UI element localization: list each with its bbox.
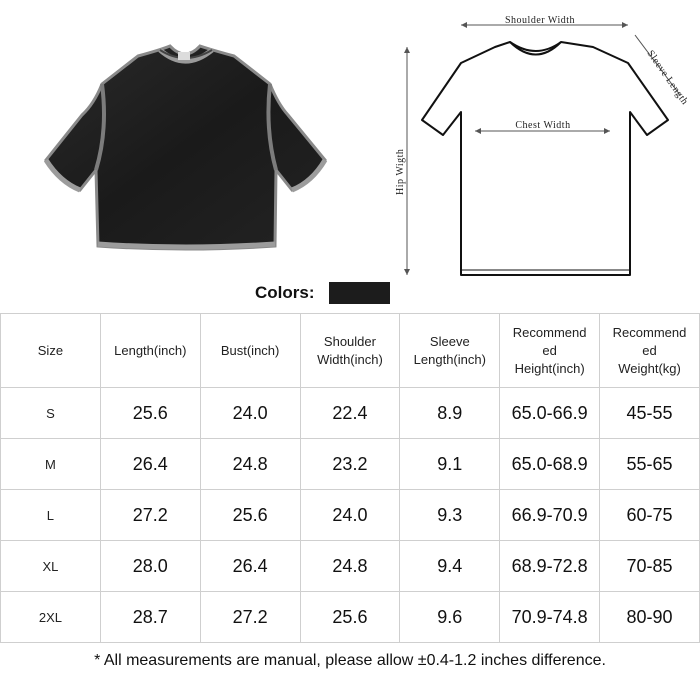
table-cell: 24.0	[200, 388, 300, 439]
column-header-line: Recommend	[512, 324, 587, 340]
table-cell: 66.9-70.9	[500, 490, 600, 541]
table-cell: 9.1	[400, 439, 500, 490]
shoulder-width-label: Shoulder Width	[504, 15, 576, 26]
hip-width-label: Hip Wigth	[395, 148, 406, 195]
size-chart-table	[0, 313, 700, 643]
column-header	[600, 314, 700, 388]
table-row	[1, 541, 700, 592]
colors-row	[255, 279, 390, 307]
table-cell: 25.6	[300, 592, 400, 643]
column-header	[1, 314, 101, 388]
column-header-line: Height(inch)	[514, 360, 585, 376]
table-cell: 65.0-66.9	[500, 388, 600, 439]
table-cell: 70-85	[600, 541, 700, 592]
size-cell: XL	[1, 541, 101, 592]
table-cell: 28.0	[100, 541, 200, 592]
table-cell: 70.9-74.8	[500, 592, 600, 643]
column-header	[300, 314, 400, 388]
table-cell: 24.8	[200, 439, 300, 490]
table-cell: 28.7	[100, 592, 200, 643]
tshirt-product-photo	[20, 20, 350, 270]
table-cell: 23.2	[300, 439, 400, 490]
table-cell: 80-90	[600, 592, 700, 643]
table-cell: 60-75	[600, 490, 700, 541]
table-cell: 22.4	[300, 388, 400, 439]
color-swatch-black[interactable]	[329, 282, 390, 304]
column-header-line: Width(inch)	[317, 351, 383, 367]
table-cell: 27.2	[100, 490, 200, 541]
column-header-line: Sleeve	[429, 333, 470, 349]
column-header	[200, 314, 300, 388]
table-cell: 26.4	[100, 439, 200, 490]
size-cell: L	[1, 490, 101, 541]
table-cell: 26.4	[200, 541, 300, 592]
column-header-line: Length(inch)	[413, 351, 486, 367]
column-header-line: Length(inch)	[114, 342, 187, 358]
table-cell: 24.0	[300, 490, 400, 541]
header-row	[1, 314, 700, 388]
size-cell: M	[1, 439, 101, 490]
table-cell: 9.4	[400, 541, 500, 592]
column-header	[100, 314, 200, 388]
chest-width-label: Chest Width	[515, 120, 571, 131]
measurement-footnote: * All measurements are manual, please allow ±0.4-1.2 inches difference.	[94, 652, 606, 669]
column-header-line: Size	[37, 342, 64, 358]
table-cell: 24.8	[300, 541, 400, 592]
column-header-line: Recommend	[612, 324, 687, 340]
table-row	[1, 490, 700, 541]
column-header-line: Weight(kg)	[618, 360, 681, 376]
column-header-line: ed	[542, 342, 557, 358]
column-header-line: ed	[642, 342, 657, 358]
column-header-line: Shoulder	[323, 333, 376, 349]
table-row	[1, 388, 700, 439]
measurement-diagram	[385, 5, 695, 280]
table-row	[1, 592, 700, 643]
table-cell: 9.3	[400, 490, 500, 541]
table-cell: 9.6	[400, 592, 500, 643]
size-cell: 2XL	[1, 592, 101, 643]
table-cell: 25.6	[200, 490, 300, 541]
colors-label: Colors:	[255, 283, 315, 302]
size-cell: S	[1, 388, 101, 439]
column-header-line: Bust(inch)	[220, 342, 280, 358]
column-header	[400, 314, 500, 388]
table-cell: 8.9	[400, 388, 500, 439]
table-cell: 68.9-72.8	[500, 541, 600, 592]
table-cell: 65.0-68.9	[500, 439, 600, 490]
table-cell: 27.2	[200, 592, 300, 643]
table-cell: 55-65	[600, 439, 700, 490]
sleeve-length-label: Sleeve Length	[644, 48, 691, 108]
table-cell: 25.6	[100, 388, 200, 439]
table-row	[1, 439, 700, 490]
table-cell: 45-55	[600, 388, 700, 439]
column-header	[500, 314, 600, 388]
